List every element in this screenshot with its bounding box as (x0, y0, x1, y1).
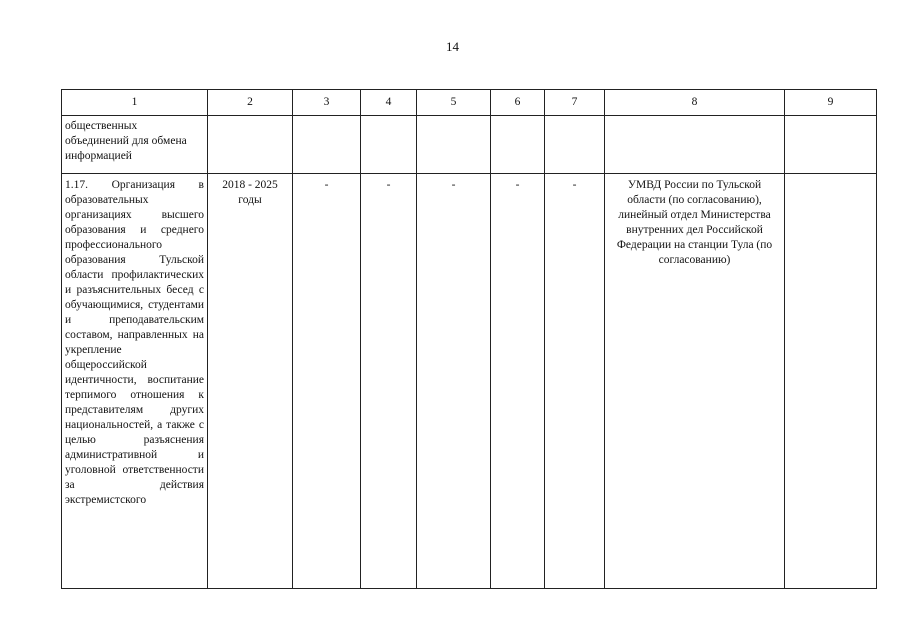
value-cell: - (293, 174, 361, 589)
table-row (62, 116, 877, 174)
value-cell (361, 116, 417, 174)
period-cell (208, 116, 293, 174)
header-col-2: 2 (208, 90, 293, 116)
value-cell (417, 116, 491, 174)
header-col-7: 7 (545, 90, 605, 116)
header-col-1: 1 (62, 90, 208, 116)
value-cell (293, 116, 361, 174)
activity-description-cell: 1.17. Организация в образовательных организациях высшего образования и среднего профессионального образования Тульской области профилактических и разъяснительных бесед с обучающимися, студентами и преподавательским составом, направленных на укрепление общероссийской идентичности, воспитание терпимого отношения к представителям других национальностей, а также с целью разъяснения административной и уголовной ответственности за действия экстремистского (62, 174, 208, 589)
responsible-cell (605, 116, 785, 174)
result-cell (785, 116, 877, 174)
header-col-5: 5 (417, 90, 491, 116)
activities-table (61, 89, 877, 589)
value-cell (491, 116, 545, 174)
table-row (62, 174, 877, 589)
header-row (62, 90, 877, 116)
value-cell: - (545, 174, 605, 589)
header-col-6: 6 (491, 90, 545, 116)
header-col-9: 9 (785, 90, 877, 116)
period-cell: 2018 - 2025 годы (208, 174, 293, 589)
result-cell (785, 174, 877, 589)
header-col-8: 8 (605, 90, 785, 116)
page-number: 14 (446, 39, 459, 54)
value-cell (545, 116, 605, 174)
value-cell: - (361, 174, 417, 589)
value-cell: - (491, 174, 545, 589)
activity-description-cell: общественных объединений для обмена информацией (62, 116, 208, 174)
header-col-3: 3 (293, 90, 361, 116)
value-cell: - (417, 174, 491, 589)
responsible-cell: УМВД России по Тульской области (по согласованию), линейный отдел Министерства внутренних дел Российской Федерации на станции Тула (по согласованию) (605, 174, 785, 589)
header-col-4: 4 (361, 90, 417, 116)
